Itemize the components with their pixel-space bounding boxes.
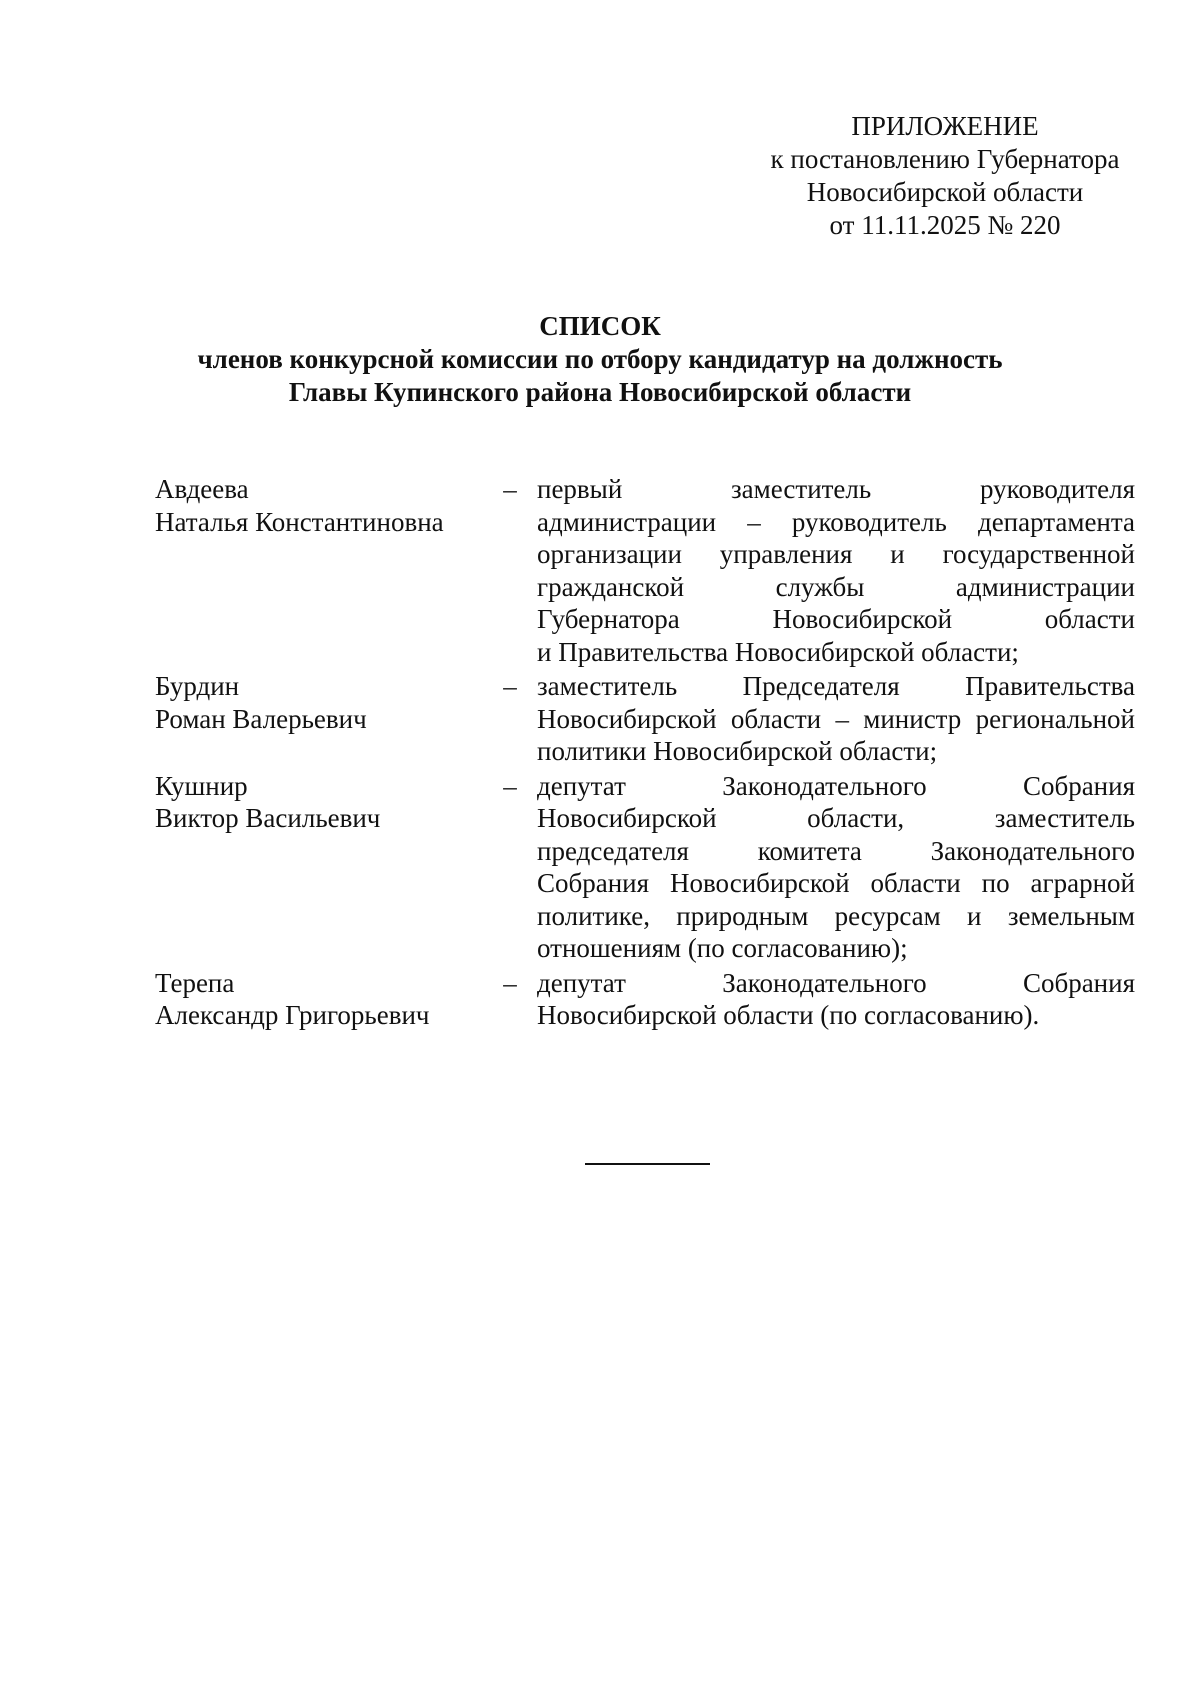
member-role-line: организации управления и государственной xyxy=(537,539,1135,569)
member-role-line: Новосибирской области – министр региональной xyxy=(537,703,1135,734)
member-name xyxy=(155,670,485,735)
member-role xyxy=(537,770,1135,965)
heading-subtitle-line2: Главы Купинского района Новосибирской области xyxy=(288,377,912,407)
member-role-line: и Правительства Новосибирской области; xyxy=(537,636,1019,667)
member-role xyxy=(537,967,1135,1032)
member-dash: – xyxy=(503,474,517,504)
member-dash: – xyxy=(503,967,517,998)
member-entry-avdeeva xyxy=(155,473,1135,668)
member-role-line: председателя комитета Законодательного xyxy=(537,835,1135,866)
member-dash: – xyxy=(503,770,517,801)
heading-subtitle-line1: членов конкурсной комиссии по отбору кандидатур на должность xyxy=(197,344,1003,374)
member-role-line: Новосибирской области (по согласованию). xyxy=(537,1000,1040,1030)
member-given-names: Александр Григорьевич xyxy=(155,1000,430,1030)
member-role xyxy=(537,473,1135,668)
members-list xyxy=(155,473,1135,1034)
closing-rule xyxy=(585,1163,710,1165)
member-name xyxy=(155,473,485,538)
member-role-line: политике, природным ресурсам и земельным xyxy=(537,900,1135,931)
member-role-line: Новосибирской области, заместитель xyxy=(537,803,1135,833)
member-surname: Кушнир xyxy=(155,770,248,801)
member-dash: – xyxy=(503,671,517,701)
member-given-names: Виктор Васильевич xyxy=(155,803,381,833)
member-entry-burdin xyxy=(155,670,1135,768)
member-role-line: заместитель Председателя Правительства xyxy=(537,671,1135,701)
member-entry-kushnir xyxy=(155,770,1135,965)
member-role-line: администрации – руководитель департамента xyxy=(537,506,1135,537)
appendix-block xyxy=(740,110,1150,242)
document-heading xyxy=(0,310,1200,409)
member-surname: Терепа xyxy=(155,967,235,998)
member-role-line: политики Новосибирской области; xyxy=(537,736,938,766)
member-role-line: гражданской службы администрации xyxy=(537,571,1135,602)
member-surname: Авдеева xyxy=(155,474,249,504)
appendix-title: ПРИЛОЖЕНИЕ xyxy=(851,111,1039,141)
member-given-names: Роман Валерьевич xyxy=(155,703,367,734)
member-role-line: отношениям (по согласованию); xyxy=(537,933,908,963)
member-entry-terepa xyxy=(155,967,1135,1032)
appendix-line-decree: к постановлению Губернатора xyxy=(770,144,1120,174)
member-given-names: Наталья Константиновна xyxy=(155,506,444,537)
member-surname: Бурдин xyxy=(155,671,240,701)
heading-title: СПИСОК xyxy=(539,311,661,341)
member-name xyxy=(155,967,485,1032)
appendix-line-date-number: от 11.11.2025 № 220 xyxy=(829,210,1061,240)
member-role-line: депутат Законодательного Собрания xyxy=(537,770,1135,801)
member-name xyxy=(155,770,485,835)
member-role-line: Собрания Новосибирской области по аграрной xyxy=(537,868,1135,898)
member-role xyxy=(537,670,1135,768)
member-role-line: депутат Законодательного Собрания xyxy=(537,967,1135,998)
member-role-line: первый заместитель руководителя xyxy=(537,474,1135,504)
appendix-line-region: Новосибирской области xyxy=(806,177,1084,207)
member-role-line: Губернатора Новосибирской области xyxy=(537,604,1135,634)
